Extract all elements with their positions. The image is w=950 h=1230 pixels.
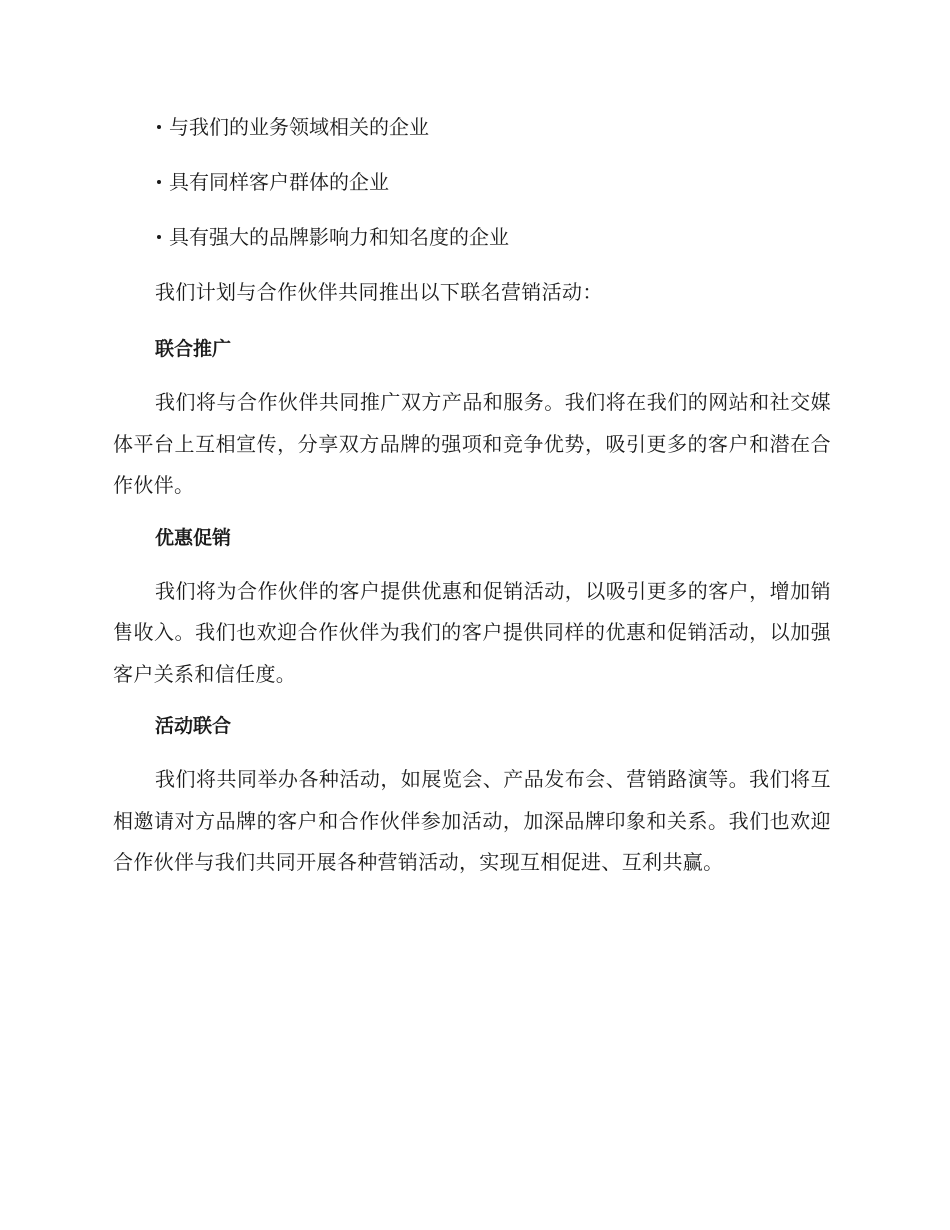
document-page [113, 105, 831, 895]
bullet-dot-icon [157, 180, 161, 184]
section-body-joint-events: 我们将共同举办各种活动，如展览会、产品发布会、营销路演等。我们将互相邀请对方品牌的客户和合作伙伴参加活动，加深品牌印象和关系。我们也欢迎合作伙伴与我们共同开展各种营销活动，实现互相促进、互利共赢。 [113, 767, 831, 874]
section-heading-joint-events: 活动联合 [155, 715, 232, 737]
intro-paragraph: 我们计划与合作伙伴共同推出以下联名营销活动： [155, 280, 603, 304]
bullet-item [157, 105, 831, 160]
section-heading-discount-promotion: 优惠促销 [155, 526, 232, 549]
section-body-joint-promotion: 我们将与合作伙伴共同推广双方产品和服务。我们将在我们的网站和社交媒体平台上互相宣传，分享双方品牌的强项和竞争优势，吸引更多的客户和潜在合作伙伴。 [113, 390, 831, 497]
section-body-discount-promotion: 我们将为合作伙伴的客户提供优惠和促销活动，以吸引更多的客户，增加销售收入。我们也欢迎合作伙伴为我们的客户提供同样的优惠和促销活动，以加强客户关系和信任度。 [113, 578, 831, 686]
bullet-dot-icon [157, 125, 161, 129]
section-heading-joint-promotion: 联合推广 [155, 338, 232, 360]
bullet-item [157, 215, 831, 270]
bullet-dot-icon [157, 235, 161, 239]
bullet-text: 具有同样客户群体的企业 [169, 170, 389, 194]
bullet-item [157, 160, 831, 215]
bullet-text: 与我们的业务领域相关的企业 [169, 115, 429, 139]
bullet-text: 具有强大的品牌影响力和知名度的企业 [169, 225, 509, 249]
